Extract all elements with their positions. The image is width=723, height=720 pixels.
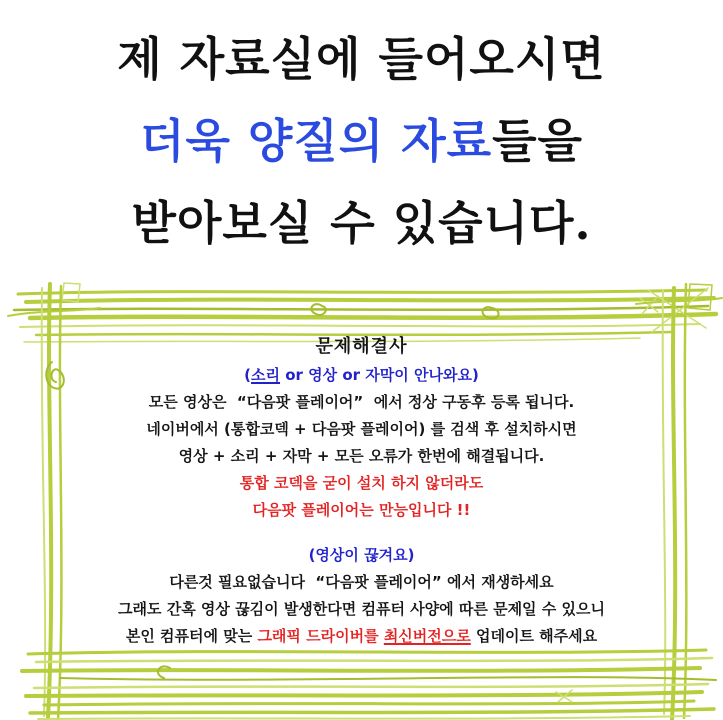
audio-video-heading bbox=[60, 362, 663, 389]
troubleshooter-box bbox=[60, 336, 663, 650]
audio-video-line-2: 네이버에서 (통합코덱 + 다음팟 플레이어) 를 검색 후 설치하시면 bbox=[146, 420, 577, 438]
banner-line-2 bbox=[0, 100, 723, 182]
banner-line-1: 제 자료실에 들어오시면 bbox=[117, 32, 606, 86]
stutter-line-3-suffix: 업데이트 해주세요 bbox=[470, 627, 598, 645]
banner bbox=[0, 18, 723, 264]
stutter-line-2: 그래도 간혹 영상 끊김이 발생한다면 컴퓨터 사양에 따른 문제일 수 있으니 bbox=[118, 600, 605, 618]
stutter-line-1: 다른것 필요없습니다 “다음팟 플레이어” 에서 재생하세요 bbox=[169, 573, 554, 591]
audio-video-line-1: 모든 영상은 “다음팟 플레이어” 에서 정상 구동후 등록 됩니다. bbox=[148, 393, 575, 411]
audio-video-line-3: 영상 + 소리 + 자막 + 모든 오류가 한번에 해결됩니다. bbox=[178, 447, 545, 465]
banner-line-3: 받아보실 수 있습니다. bbox=[131, 196, 592, 250]
banner-line-2-rest: 들을 bbox=[492, 114, 583, 168]
stutter-heading: (영상이 끊겨요) bbox=[308, 546, 415, 564]
audio-video-heading-underlined: 소리 bbox=[251, 366, 281, 384]
stutter-line-3-red-underlined: 최신버전으로 bbox=[383, 627, 471, 645]
stutter-line-3-red: 그래픽 드라이버를 bbox=[257, 627, 384, 645]
troubleshooter-title: 문제해결사 bbox=[315, 336, 408, 357]
stutter-line-3-prefix: 본인 컴퓨터에 맞는 bbox=[125, 627, 258, 645]
audio-video-warning-1: 통합 코덱을 굳이 설치 하지 않더라도 bbox=[239, 474, 484, 492]
audio-video-heading-open: ( bbox=[244, 366, 252, 384]
audio-video-heading-rest: or 영상 or 자막이 안나와요) bbox=[280, 366, 479, 384]
banner-line-2-highlight: 더욱 양질의 자료 bbox=[140, 114, 493, 168]
audio-video-warning-2: 다음팟 플레이어는 만능입니다 !! bbox=[252, 501, 471, 519]
stutter-line-3 bbox=[60, 623, 663, 650]
